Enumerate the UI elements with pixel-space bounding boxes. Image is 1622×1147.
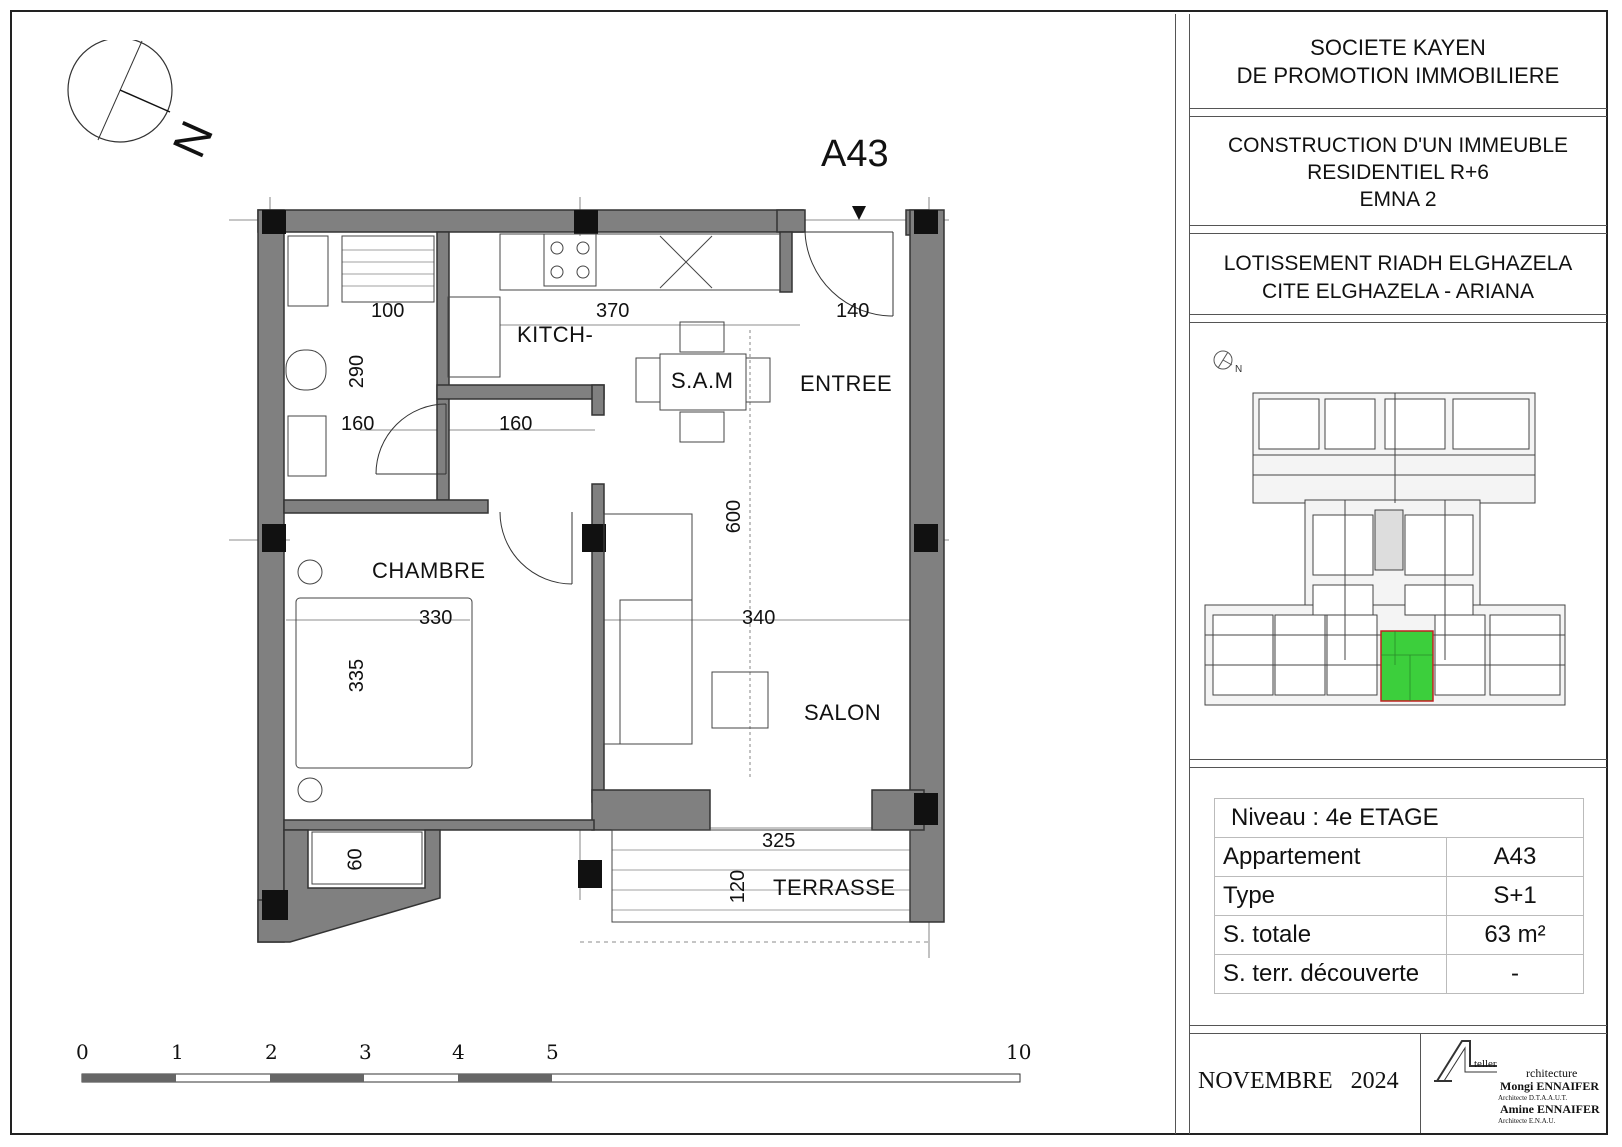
bathtub: [288, 236, 328, 306]
company-name: [1189, 34, 1607, 90]
nightstand: [298, 778, 322, 802]
footer-divider: [1420, 1033, 1421, 1133]
wall-balcony-angled: [258, 830, 440, 942]
info-label: Appartement: [1215, 838, 1447, 877]
column: [262, 210, 286, 234]
wall-bath-bottom: [284, 500, 488, 513]
scale-label: 0: [76, 1040, 89, 1064]
scale-bar: [78, 1064, 1028, 1094]
scale-segment: [270, 1074, 364, 1082]
tb-sep-7: [1189, 759, 1607, 760]
room-label-bedroom: CHAMBRE: [372, 558, 486, 583]
wall-top: [258, 210, 803, 232]
project-line-2: RESIDENTIEL R+6: [1307, 161, 1489, 184]
logo-word-atelier: teller: [1474, 1058, 1497, 1070]
info-value: S+1: [1447, 877, 1584, 916]
cooktop: [544, 234, 596, 286]
dining-chair: [680, 322, 724, 352]
nightstand: [298, 560, 322, 584]
scale-label: 4: [452, 1040, 465, 1064]
column: [262, 890, 288, 920]
location-line-2: CITE ELGHAZELA - ARIANA: [1262, 280, 1534, 303]
info-label: S. terr. découverte: [1215, 955, 1447, 994]
project-line-1: CONSTRUCTION D'UN IMMEUBLE: [1227, 134, 1569, 157]
room-label-terrace: TERRASSE: [773, 875, 896, 900]
dim-balcony-depth: 60: [344, 848, 367, 871]
project-line-3: EMNA 2: [1359, 188, 1437, 211]
dim-bedroom-height: 335: [346, 658, 369, 693]
dim-bath-height: 290: [346, 354, 369, 389]
key-plan-north-icon: [1214, 351, 1242, 375]
dim-salon-height: 600: [723, 499, 746, 534]
info-value: -: [1447, 955, 1584, 994]
info-row-apartment: [1215, 838, 1584, 877]
key-plan: [1195, 335, 1595, 735]
dim-terrace-width: 325: [762, 830, 796, 852]
level-label: Niveau : 4e ETAGE: [1215, 799, 1584, 838]
coffee-table: [712, 672, 768, 728]
scale-label: 2: [265, 1040, 278, 1064]
project-location: [1189, 250, 1607, 306]
bath-door: [376, 404, 446, 474]
key-plan-unit-highlight: [1381, 631, 1433, 701]
architect-1-name: Mongi ENNAIFER: [1500, 1079, 1600, 1093]
scale-label: 1: [171, 1040, 184, 1064]
dim-entry-width: 140: [836, 300, 870, 322]
apartment-info-table: [1214, 798, 1584, 994]
column: [914, 210, 938, 234]
info-row-total-area: [1215, 916, 1584, 955]
shower-tray: [342, 236, 434, 302]
column: [914, 793, 938, 825]
column: [578, 860, 602, 888]
sofa: [604, 514, 692, 744]
drawing-date: NOVEMBRE 2024: [1198, 1068, 1399, 1094]
wall-hall-right-a: [592, 385, 604, 415]
kitchen-sink: [448, 297, 500, 377]
dim-hall-left: 160: [341, 413, 375, 435]
bedroom-door: [500, 512, 572, 584]
washbasin: [288, 416, 326, 476]
room-label-living: SALON: [804, 700, 882, 725]
tb-sep-4: [1189, 233, 1607, 234]
dim-bedroom-width: 330: [419, 607, 453, 629]
info-row-terrace-area: [1215, 955, 1584, 994]
tb-sep-6: [1189, 322, 1607, 323]
dining-chair: [636, 358, 660, 402]
toilet: [286, 350, 326, 390]
sofa-section: [620, 600, 692, 744]
unit-label: A43: [821, 133, 889, 175]
wall-kitchen-bottom: [437, 385, 604, 399]
company-line-1: SOCIETE KAYEN: [1310, 35, 1486, 60]
tb-sep-10: [1189, 1033, 1607, 1034]
dim-kitchen-width: 370: [596, 300, 630, 322]
tb-sep-5: [1189, 314, 1607, 315]
scale-label: 3: [359, 1040, 372, 1064]
column: [262, 524, 286, 552]
column: [914, 524, 938, 552]
scale-label: 10: [1006, 1040, 1032, 1064]
info-level-row: [1215, 799, 1584, 838]
entry-marker-icon: [852, 206, 866, 220]
architect-2-title: Architecte E.N.A.U.: [1498, 1117, 1556, 1125]
dim-terrace-depth: 120: [727, 869, 750, 904]
location-line-1: LOTISSEMENT RIADH ELGHAZELA: [1223, 252, 1573, 275]
room-label-kitchen: KITCH-: [517, 322, 594, 347]
column: [574, 210, 598, 234]
counter: [500, 234, 780, 290]
north-label: N: [162, 113, 224, 165]
dim-bath-width: 100: [371, 300, 405, 322]
dim-salon-width: 340: [742, 607, 776, 629]
wall-bath-kitchen: [437, 232, 449, 500]
tb-sep-2: [1189, 116, 1607, 117]
tb-sep-9: [1189, 1025, 1607, 1026]
column: [582, 524, 606, 552]
doors: [376, 232, 893, 584]
room-label-entry: ENTREE: [800, 371, 893, 396]
tb-sep-1: [1189, 108, 1607, 109]
wall-bedroom-bottom: [284, 820, 594, 830]
project-title: [1189, 132, 1607, 213]
info-row-type: [1215, 877, 1584, 916]
tb-sep-8: [1189, 767, 1607, 768]
titleblock-divider: [1175, 14, 1176, 1134]
room-label-dining: S.A.M: [671, 368, 734, 393]
wall-kitchen-end: [780, 232, 792, 292]
svg-text:N: N: [1235, 364, 1243, 375]
logo-word-architecture: rchitecture: [1526, 1066, 1578, 1080]
wall-salon-bottom-left: [592, 790, 710, 830]
dining-chair: [680, 412, 724, 442]
dim-hall-right: 160: [499, 413, 533, 435]
info-value: A43: [1447, 838, 1584, 877]
tb-sep-3: [1189, 225, 1607, 226]
info-label: S. totale: [1215, 916, 1447, 955]
scale-segment: [82, 1074, 176, 1082]
architect-2-name: Amine ENNAIFER: [1500, 1102, 1600, 1116]
company-line-2: DE PROMOTION IMMOBILIERE: [1236, 63, 1560, 88]
scale-label: 5: [546, 1040, 559, 1064]
architect-1-title: Architecte D.T.A.A.U.T.: [1498, 1094, 1568, 1102]
info-value: 63 m²: [1447, 916, 1584, 955]
wall-kitchen-right: [777, 210, 805, 232]
scale-segment: [458, 1074, 552, 1082]
wall-left: [258, 210, 284, 942]
info-label: Type: [1215, 877, 1447, 916]
